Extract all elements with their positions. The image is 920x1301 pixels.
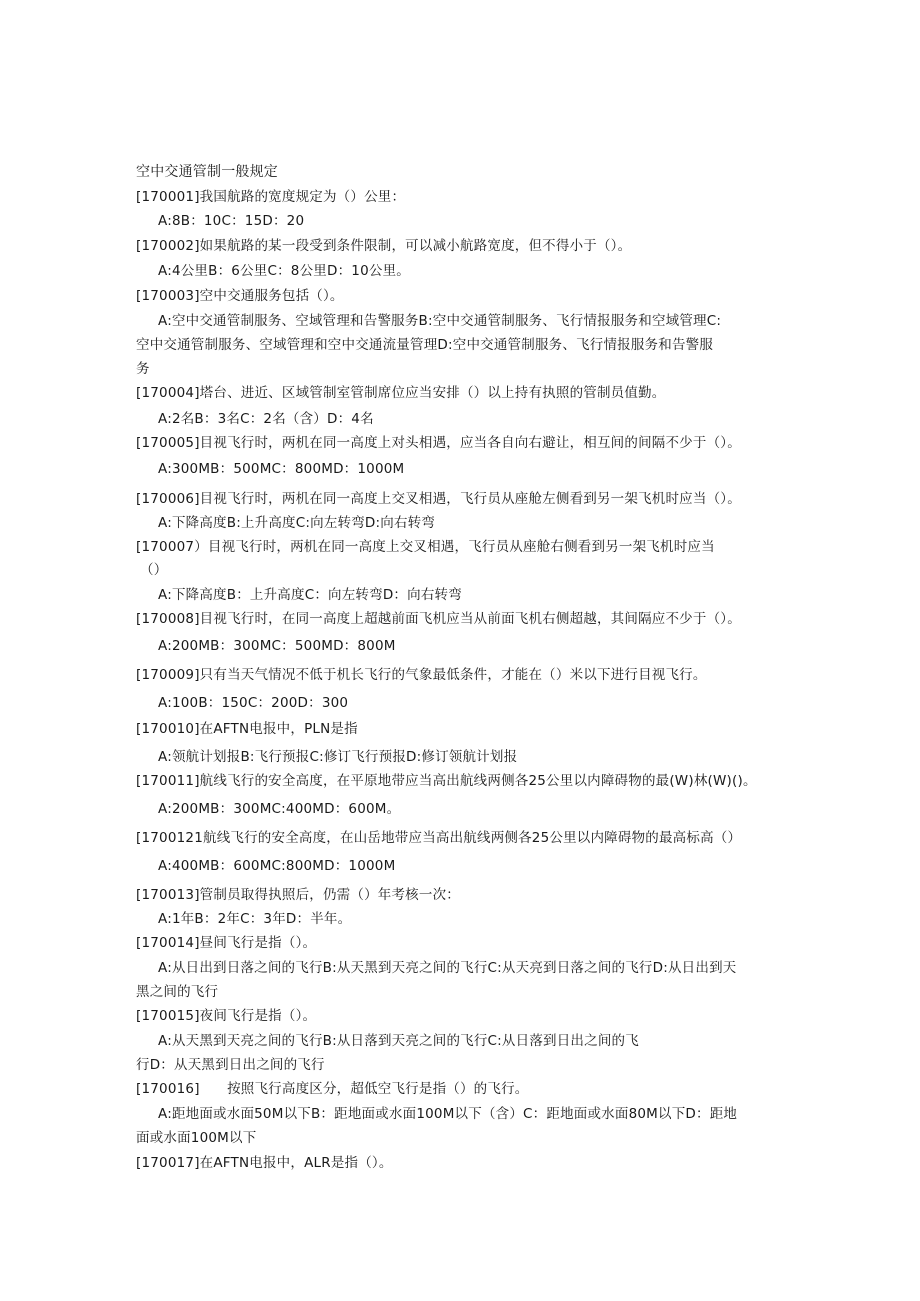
- options-170003-line-2: 空中交通管制服务、空域管理和空中交通流量管理D:空中交通管制服务、飞行情报服务和告警服: [136, 337, 714, 353]
- options-170010: A:领航计划报B:飞行预报C:修订飞行预报D:修订领航计划报: [158, 749, 518, 765]
- question-170013: [170013]管制员取得执照后，仍需（）年考核一次：: [136, 887, 460, 903]
- options-170004: A:2名B：3名C：2名（含）D：4名: [158, 411, 374, 427]
- options-170008: A:200MB：300MC：500MD：800M: [158, 638, 396, 654]
- question-170007-line-2: （）: [140, 562, 168, 578]
- options-170002: A:4公里B：6公里C：8公里D：10公里。: [158, 263, 410, 279]
- question-170017: [170017]在AFTN电报中，ALR是指（）。: [136, 1155, 393, 1171]
- options-170015-line-1: A:从天黑到天亮之间的飞行B:从日落到天亮之间的飞行C:从日落到日出之间的飞: [158, 1033, 639, 1049]
- question-170011: [170011]航线飞行的安全高度，在平原地带应当高出航线两侧各25公里以内障碍物的最(W)林(W)()。: [136, 773, 757, 789]
- options-170016-line-2: 面或水面100M以下: [136, 1130, 257, 1146]
- options-170014-line-1: A:从日出到日落之间的飞行B:从天黑到天亮之间的飞行C:从天亮到日落之间的飞行D:从日出到天: [158, 960, 737, 976]
- question-170002: [170002]如果航路的某一段受到条件限制，可以减小航路宽度，但不得小于（）。: [136, 238, 632, 254]
- options-170013: A:1年B：2年C：3年D：半年。: [158, 911, 352, 927]
- question-170001: [170001]我国航路的宽度规定为（）公里：: [136, 189, 406, 205]
- question-170008: [170008]目视飞行时，在同一高度上超越前面飞机应当从前面飞机右侧超越，其间隔应不少于（）。: [136, 611, 741, 627]
- options-170014-line-2: 黑之间的飞行: [136, 984, 219, 1000]
- question-170014: [170014]昼间飞行是指（）。: [136, 935, 317, 951]
- options-170006: A:下降高度B:上升高度C:向左转弯D:向右转弯: [158, 515, 436, 531]
- options-170009: A:100B：150C：200D：300: [158, 695, 349, 711]
- document-title: 空中交通管制一般规定: [136, 164, 278, 180]
- options-170016-line-1: A:距地面或水面50M以下B：距地面或水面100M以下（含）C：距地面或水面80M以下D：距地: [158, 1106, 738, 1122]
- options-170011: A:200MB：300MC:400MD：600M。: [158, 801, 401, 817]
- options-170001: A:8B：10C：15D：20: [158, 213, 305, 229]
- question-170007-line-1: [170007）目视飞行时，两机在同一高度上交叉相遇，飞行员从座舱右侧看到另一架飞机时应当: [136, 539, 715, 555]
- question-170009: [170009]只有当天气情况不低于机长飞行的气象最低条件，才能在（）米以下进行目视飞行。: [136, 667, 707, 683]
- options-170015-line-2: 行D：从天黑到日出之间的飞行: [136, 1057, 325, 1073]
- question-170003: [170003]空中交通服务包括（）。: [136, 288, 344, 304]
- question-170010: [170010]在AFTN电报中，PLN是指: [136, 721, 358, 737]
- options-170003-line-1: A:空中交通管制服务、空域管理和告警服务B:空中交通管制服务、飞行情报服务和空域管理C:: [158, 313, 722, 329]
- options-170003-line-3: 务: [136, 361, 150, 377]
- question-170006: [170006]目视飞行时，两机在同一高度上交叉相遇，飞行员从座舱左侧看到另一架飞机时应当（）。: [136, 491, 741, 507]
- question-170016: [170016] 按照飞行高度区分，超低空飞行是指（）的飞行。: [136, 1081, 529, 1097]
- options-170012: A:400MB：600MC:800MD：1000M: [158, 858, 396, 874]
- options-170005: A:300MB：500MC：800MD：1000M: [158, 461, 405, 477]
- question-170004: [170004]塔台、进近、区域管制室管制席位应当安排（）以上持有执照的管制员值勤。: [136, 385, 666, 401]
- question-170012: [1700121航线飞行的安全高度，在山岳地带应当高出航线两侧各25公里以内障碍物的最高标高（）: [136, 830, 742, 846]
- question-170015: [170015]夜间飞行是指（）。: [136, 1008, 317, 1024]
- options-170007: A:下降高度B：上升高度C：向左转弯D：向右转弯: [158, 587, 462, 603]
- question-170005: [170005]目视飞行时，两机在同一高度上对头相遇，应当各自向右避让，相互间的间隔不少于（）。: [136, 435, 741, 451]
